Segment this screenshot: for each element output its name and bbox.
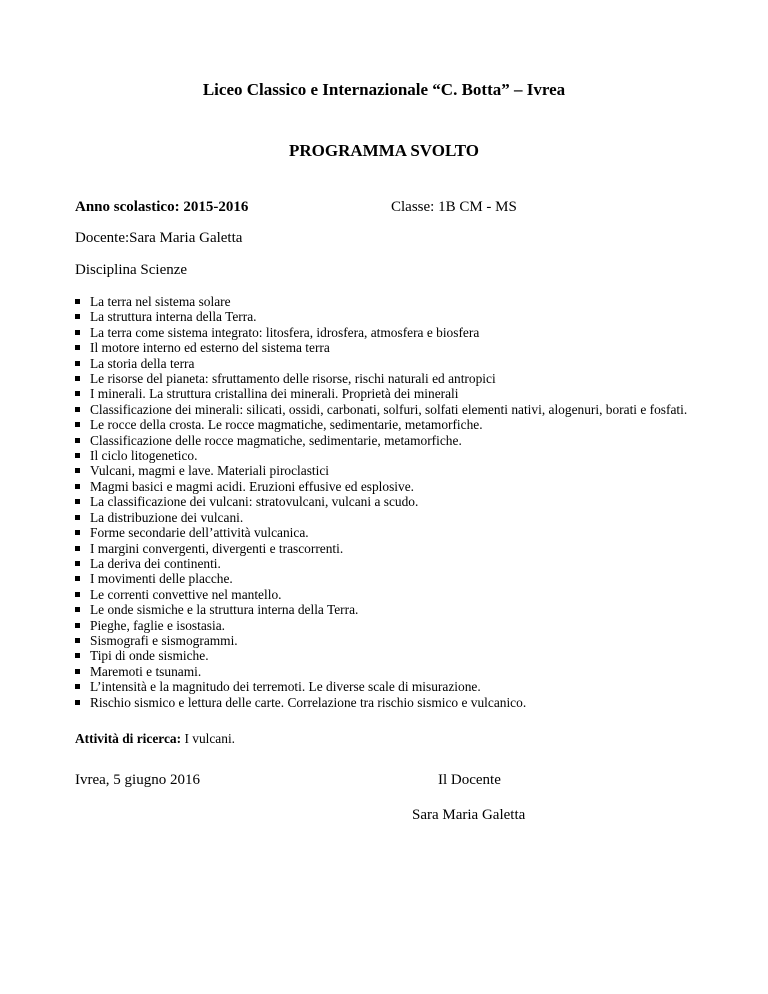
topic-text: Le correnti convettive nel mantello. (90, 586, 282, 602)
topic-item (75, 371, 705, 386)
square-bullet-icon (75, 623, 80, 628)
topic-text: I minerali. La struttura cristallina dei minerali. Proprietà dei minerali (90, 386, 459, 402)
topic-text: La terra come sistema integrato: litosfera, idrosfera, atmosfera e biosfera (90, 324, 480, 340)
school-name: Liceo Classico e Internazionale “C. Botta” – Ivrea (202, 80, 566, 99)
topic-text: Pieghe, faglie e isostasia. (90, 617, 225, 633)
topic-text: Maremoti e tsunami. (90, 663, 202, 679)
document-title: PROGRAMMA SVOLTO (289, 141, 479, 160)
square-bullet-icon (75, 330, 80, 335)
topic-item (75, 525, 705, 540)
square-bullet-icon (75, 299, 80, 304)
topic-item (75, 571, 705, 586)
topic-item (75, 556, 705, 571)
topic-item (75, 402, 705, 417)
topic-item (75, 309, 705, 324)
signature-role: Il Docente (438, 772, 501, 788)
topic-item (75, 494, 705, 509)
square-bullet-icon (75, 653, 80, 658)
topic-text: L’intensità e la magnitudo dei terremoti. Le diverse scale di misurazione. (90, 679, 481, 695)
square-bullet-icon (75, 391, 80, 396)
topic-text: La struttura interna della Terra. (90, 309, 257, 325)
square-bullet-icon (75, 453, 80, 458)
square-bullet-icon (75, 468, 80, 473)
topic-item (75, 587, 705, 602)
square-bullet-icon (75, 669, 80, 674)
topic-item (75, 325, 705, 340)
square-bullet-icon (75, 499, 80, 504)
place-date: Ivrea, 5 giugno 2016 (75, 772, 200, 788)
topic-item (75, 463, 705, 478)
topic-item (75, 541, 705, 556)
topic-text: Vulcani, magmi e lave. Materiali piroclastici (90, 463, 330, 479)
topic-text: Sismografi e sismogrammi. (90, 632, 238, 648)
teacher-label: Docente:Sara Maria Galetta (75, 230, 243, 246)
topic-text: La deriva dei continenti. (90, 555, 221, 571)
topic-item (75, 340, 705, 355)
topic-item (75, 633, 705, 648)
research-label: Attività di ricerca: (75, 731, 182, 746)
topic-item (75, 433, 705, 448)
topic-item (75, 664, 705, 679)
topic-item (75, 602, 705, 617)
square-bullet-icon (75, 576, 80, 581)
topic-text: Classificazione dei minerali: silicati, ossidi, carbonati, solfuri, solfati elementi nativi, alogenuri, borati e fosfati. (90, 401, 688, 417)
square-bullet-icon (75, 592, 80, 597)
square-bullet-icon (75, 684, 80, 689)
topic-item (75, 386, 705, 401)
square-bullet-icon (75, 530, 80, 535)
topic-item (75, 679, 705, 694)
square-bullet-icon (75, 561, 80, 566)
square-bullet-icon (75, 438, 80, 443)
topic-item (75, 510, 705, 525)
topic-text: Le onde sismiche e la struttura interna della Terra. (90, 602, 359, 618)
topic-text: Forme secondarie dell’attività vulcanica. (90, 525, 309, 541)
topic-item (75, 294, 705, 309)
topic-text: Magmi basici e magmi acidi. Eruzioni effusive ed esplosive. (90, 478, 415, 494)
square-bullet-icon (75, 407, 80, 412)
topic-text: Il motore interno ed esterno del sistema terra (90, 340, 330, 356)
topic-text: Le risorse del pianeta: sfruttamento delle risorse, rischi naturali ed antropici (90, 371, 496, 387)
topic-text: Tipi di onde sismiche. (90, 648, 209, 664)
topics-list (75, 294, 705, 710)
square-bullet-icon (75, 314, 80, 319)
topic-item (75, 417, 705, 432)
square-bullet-icon (75, 607, 80, 612)
square-bullet-icon (75, 515, 80, 520)
topic-text: Rischio sismico e lettura delle carte. Correlazione tra rischio sismico e vulcanico. (90, 694, 527, 710)
square-bullet-icon (75, 546, 80, 551)
topic-item (75, 618, 705, 633)
topic-text: La storia della terra (90, 355, 195, 371)
square-bullet-icon (75, 345, 80, 350)
topic-text: La distribuzione dei vulcani. (90, 509, 244, 525)
topic-item (75, 648, 705, 663)
topic-text: La classificazione dei vulcani: stratovulcani, vulcani a scudo. (90, 494, 419, 510)
topic-text: La terra nel sistema solare (90, 294, 231, 309)
school-year: Anno scolastico: 2015-2016 (75, 199, 249, 215)
topic-text: Le rocce della crosta. Le rocce magmatiche, sedimentarie, metamorfiche. (90, 417, 483, 433)
topic-text: Il ciclo litogenetico. (90, 448, 198, 464)
topic-item (75, 356, 705, 371)
class-label: Classe: 1B CM - MS (391, 199, 517, 215)
topic-text: I movimenti delle placche. (90, 571, 233, 587)
topic-text: I margini convergenti, divergenti e trascorrenti. (90, 540, 344, 556)
signature-name: Sara Maria Galetta (412, 807, 526, 823)
square-bullet-icon (75, 422, 80, 427)
topic-item (75, 695, 705, 710)
topic-item (75, 448, 705, 463)
subject-label: Disciplina Scienze (75, 262, 188, 278)
square-bullet-icon (75, 361, 80, 366)
square-bullet-icon (75, 376, 80, 381)
square-bullet-icon (75, 700, 80, 705)
square-bullet-icon (75, 638, 80, 643)
topic-item (75, 479, 705, 494)
square-bullet-icon (75, 484, 80, 489)
research-value: I vulcani. (181, 731, 236, 746)
research-activity (75, 731, 235, 747)
topic-text: Classificazione delle rocce magmatiche, sedimentarie, metamorfiche. (90, 432, 462, 448)
